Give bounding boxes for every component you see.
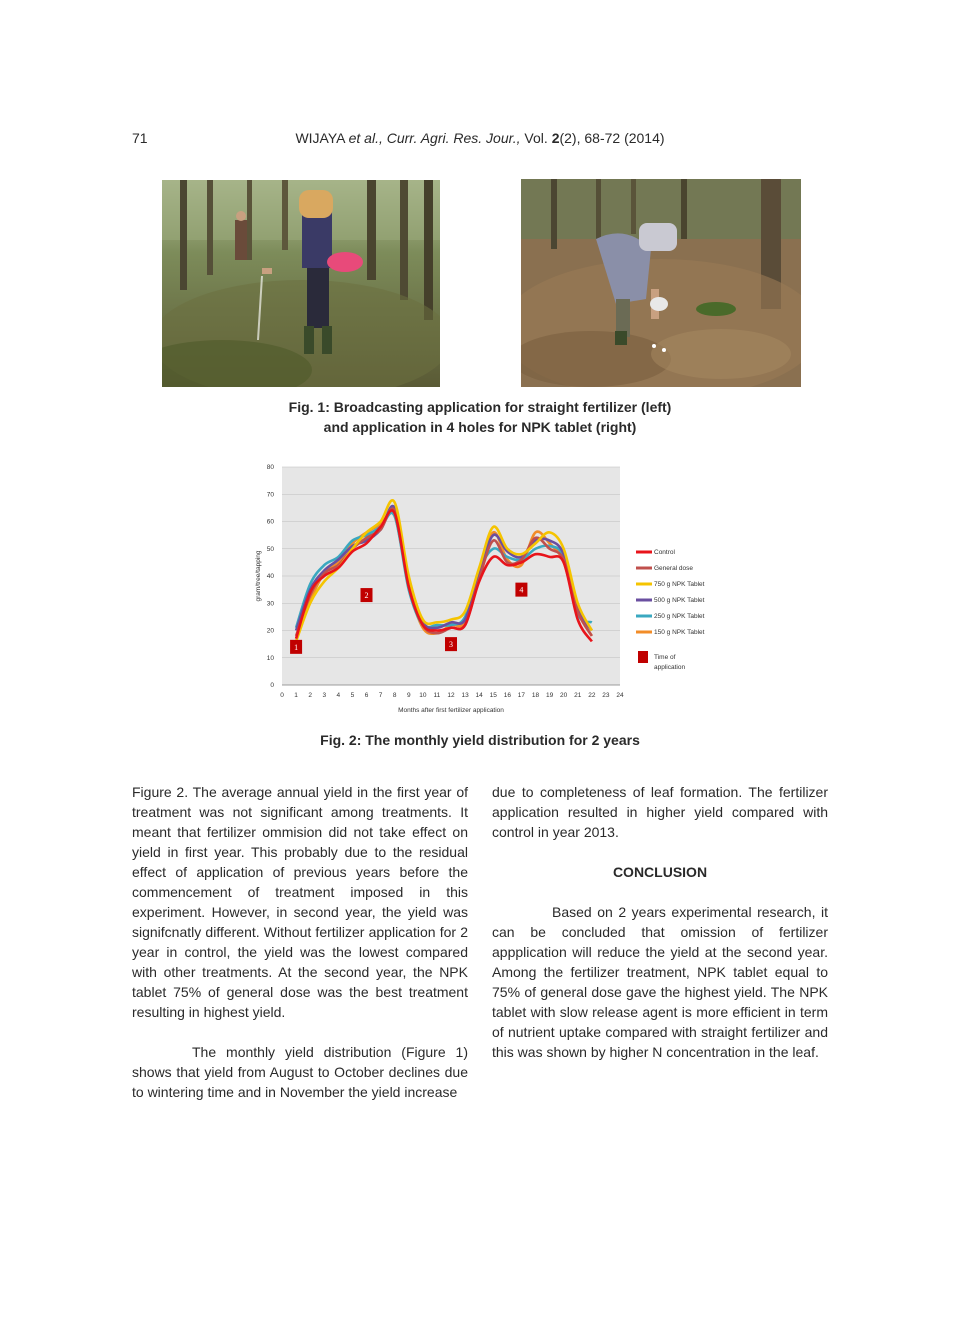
x-tick-label-1: 1 [294,692,298,699]
x-tick-label-20: 20 [560,692,568,699]
x-tick-label-7: 7 [378,692,383,699]
x-tick-label-12: 12 [447,692,455,699]
y-tick-label-30: 30 [266,600,274,608]
x-tick-label-14: 14 [475,692,483,699]
y-tick-label-80: 80 [266,464,274,471]
yield-chart [250,455,710,720]
x-tick-label-6: 6 [364,692,369,699]
x-tick-label-24: 24 [616,692,624,699]
x-tick-label-5: 5 [350,692,355,699]
running-head-pages: (2), 68-72 (2014) [559,130,665,146]
figure1-caption [0,397,960,437]
x-tick-label-0: 0 [280,692,284,699]
running-head-vol-label: Vol. [520,130,552,146]
x-tick-label-4: 4 [336,692,341,699]
y-tick-label-50: 50 [266,545,274,553]
conclusion-heading: CONCLUSION [612,864,708,880]
x-tick-label-11: 11 [433,692,441,699]
application-marker-label-3: 3 [449,640,453,650]
body-right-column [492,782,828,1062]
x-tick-label-2: 2 [308,692,312,699]
x-tick-label-8: 8 [392,692,397,699]
x-axis-label: Months after first fertilizer application [398,707,504,714]
x-tick-label-16: 16 [503,692,511,699]
running-head-volume: 2 [551,130,560,146]
legend-marker-swatch [638,651,648,663]
body-left-column [132,782,468,1102]
running-head-authors: WIJAYA [295,130,349,146]
y-tick-label-40: 40 [266,573,274,580]
x-tick-label-10: 10 [419,692,427,699]
x-tick-label-15: 15 [489,692,497,699]
right-paragraph-1: due to completeness of leaf formation. The fertilizer application resulted in higher yield compared with control in year 2013. [492,784,828,840]
legend-label-general-dose: General dose [654,565,694,572]
y-axis-label: gram/tree/tapping [255,550,262,602]
y-tick-label-60: 60 [266,518,274,526]
photo-npk-tablet-application [521,179,801,387]
legend-label-control: Control [654,549,675,556]
application-marker-label-4: 4 [519,585,524,595]
x-tick-label-23: 23 [602,692,610,699]
y-tick-label-20: 20 [266,627,274,635]
x-tick-label-22: 22 [588,692,596,699]
application-marker-label-1: 1 [294,642,299,652]
figure1-caption-line1: Fig. 1: Broadcasting application for straight fertilizer (left) [288,399,672,415]
x-tick-label-19: 19 [545,692,554,699]
y-tick-label-10: 10 [266,654,274,662]
legend-marker-label-line1: Time of [654,654,676,661]
running-head-journal: et al., Curr. Agri. Res. Jour., [348,130,521,146]
figure1-caption-line2: and application in 4 holes for NPK tablet (right) [323,419,637,435]
conclusion-paragraph: Based on 2 years experimental research, it can be concluded that omission of fertilizer appplication will reduce the yield at the second year. Among the fertilizer treatment, NPK tablet equal to 75% of general dose gave the highest yield. The NPK tablet with slow release agent is more efficient in term of nutrient uptake compared with straight fertilizer and this was shown by higher N concentration in the leaf. [492,904,828,1060]
yield-chart-svg [250,455,710,720]
left-paragraph-2: The monthly yield distribution (Figure 1) shows that yield from August to October declines due to wintering time and in November the yield increase [132,1044,468,1100]
figure2-caption: Fig. 2: The monthly yield distribution for 2 years [320,732,640,748]
y-tick-label-0: 0 [270,682,274,689]
x-tick-label-18: 18 [531,692,540,699]
x-tick-label-17: 17 [517,692,526,699]
application-marker-label-2: 2 [364,591,369,601]
legend-label-500-g-npk-tablet: 500 g NPK Tablet [654,597,705,604]
y-tick-label-70: 70 [266,491,274,499]
x-tick-label-13: 13 [461,692,469,699]
legend-marker-label-line2: application [654,664,686,671]
x-tick-label-21: 21 [574,692,582,699]
left-paragraph-1: Figure 2. The average annual yield in the first year of treatment was not significant among treatments. It meant that fertilizer ommision did not take effect on yield in first year. This probably due to the residual effect of application of previous years before the commencement of treatment imposed in this experiment. However, in second year, the yield was signifcnatly different. Without fertilizer application for 2 year in control, the yield was the lowest compared with other treatments. At the second year, the NPK tablet 75% of general dose was the best treatment resulting in highest yield. [132,784,468,1020]
legend-label-250-g-npk-tablet: 250 g NPK Tablet [654,613,705,620]
photo-broadcasting-application [162,180,440,387]
page-number: 71 [132,130,148,146]
x-tick-label-3: 3 [322,692,327,699]
running-head [0,130,960,146]
legend-label-750-g-npk-tablet: 750 g NPK Tablet [654,581,705,588]
legend-label-150-g-npk-tablet: 150 g NPK Tablet [654,629,705,636]
x-tick-label-9: 9 [406,692,411,699]
